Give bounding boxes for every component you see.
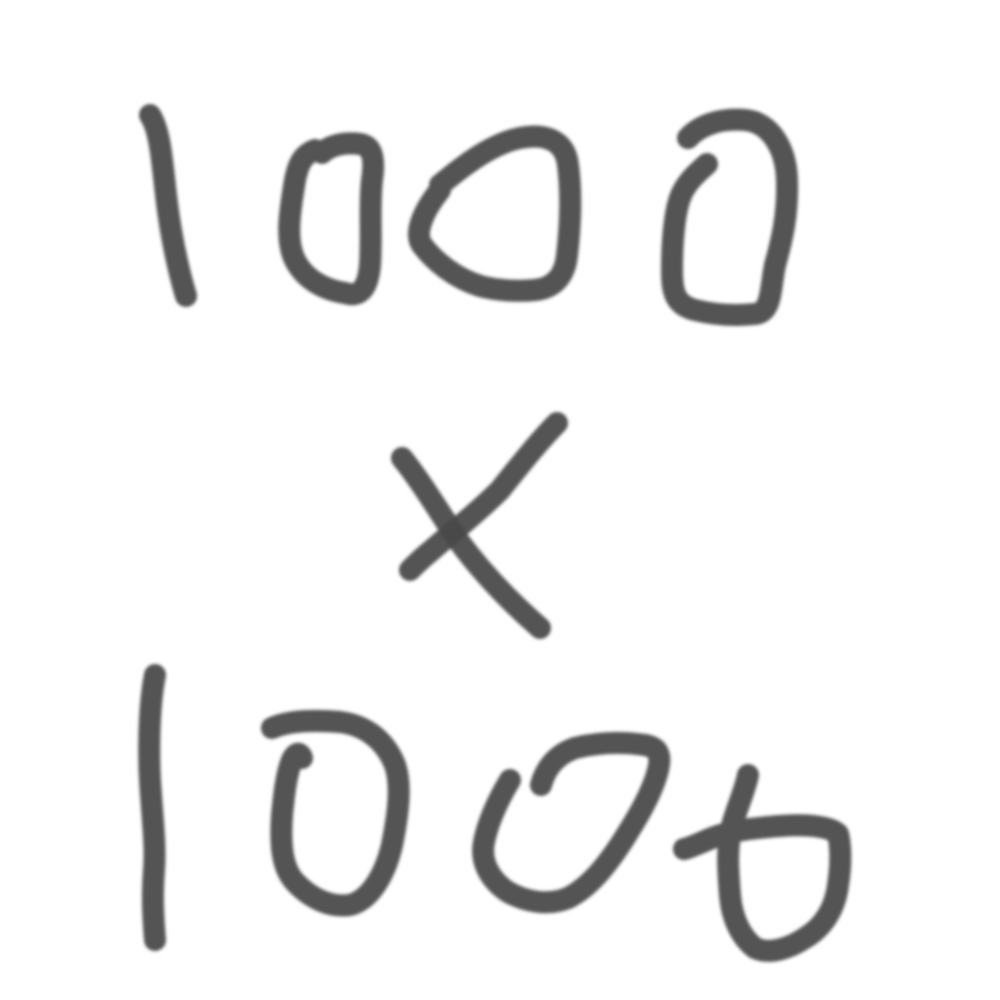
top-digit-1 — [150, 115, 186, 296]
top-digit-0-c — [672, 120, 787, 315]
bottom-digit-0-b — [483, 743, 659, 902]
top-digit-0-b — [419, 136, 570, 290]
bottom-digit-0-a — [272, 721, 399, 906]
top-digit-0-a — [289, 143, 373, 294]
bottom-digit-1 — [149, 675, 155, 940]
top-number — [150, 115, 787, 315]
bottom-number — [149, 675, 840, 951]
times-sign — [402, 423, 557, 628]
bottom-digit-0-c — [684, 775, 840, 951]
